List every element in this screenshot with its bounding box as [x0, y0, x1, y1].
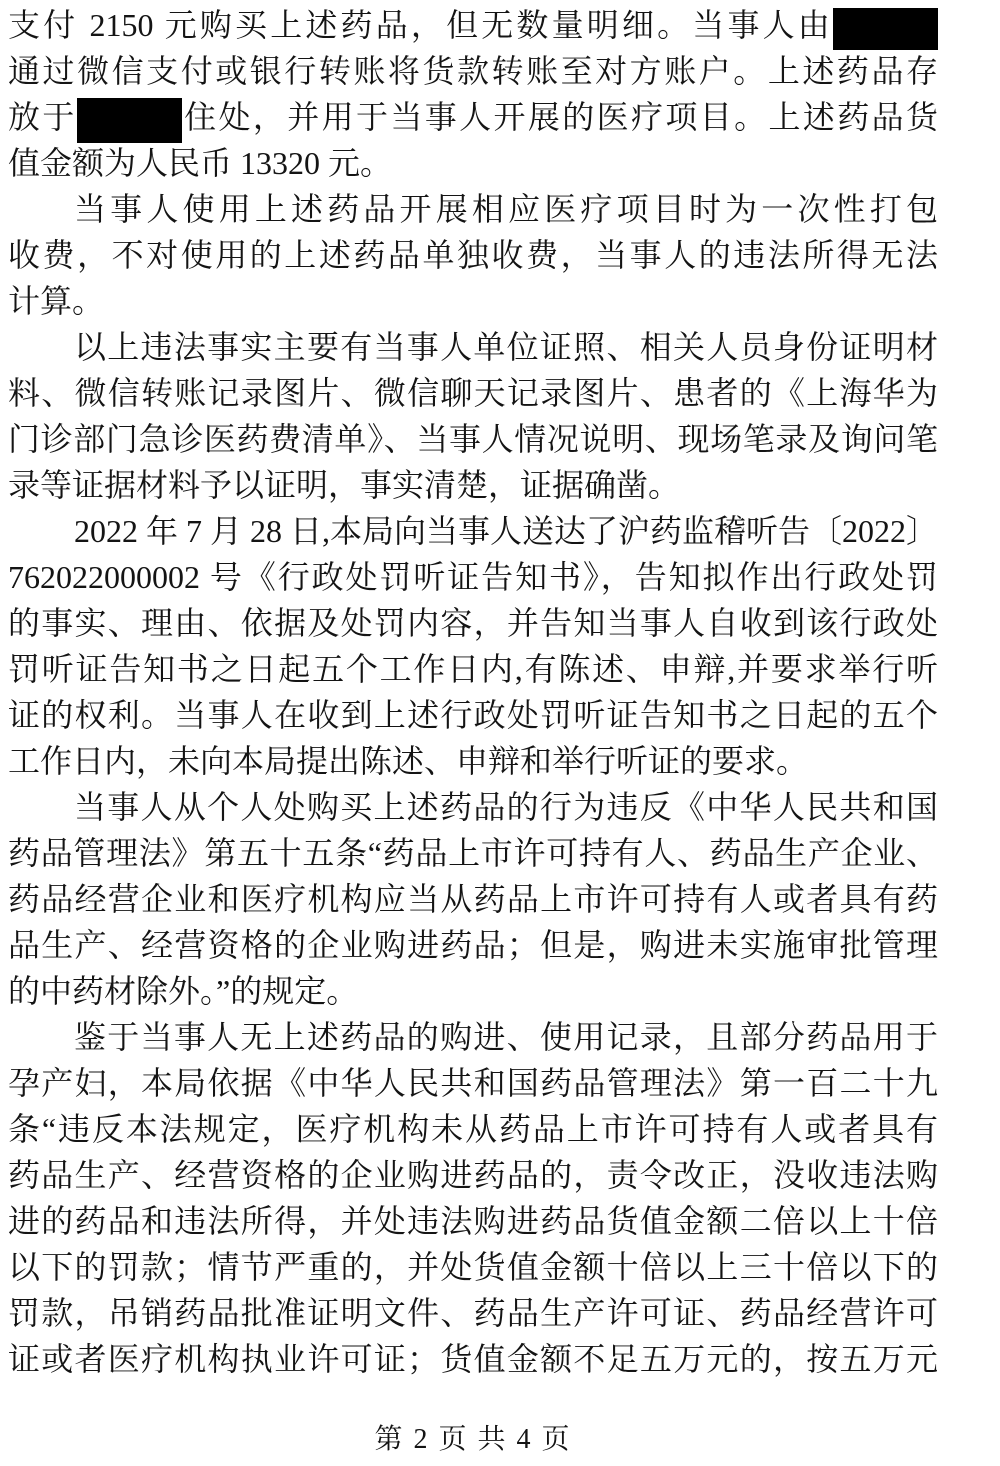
- text-line: [8, 462, 938, 508]
- text-segment: 条“违反本法规定，医疗机构未从药品上市许可持有人或者具有: [8, 1111, 938, 1147]
- text-segment: 鉴于当事人无上述药品的购进、使用记录，且部分药品用于: [74, 1019, 938, 1055]
- text-segment: 值金额为人民币 13320 元。: [8, 145, 393, 181]
- text-segment: 收费，不对使用的上述药品单独收费，当事人的违法所得无法: [8, 237, 938, 273]
- text-segment: 证的权利。当事人在收到上述行政处罚听证告知书之日起的五个: [8, 697, 938, 733]
- text-line: [8, 1106, 938, 1152]
- text-line: [8, 140, 938, 186]
- text-line: [8, 232, 938, 278]
- text-segment: 计算。: [8, 283, 105, 319]
- text-line: [8, 1198, 938, 1244]
- text-line: [8, 646, 938, 692]
- text-segment: 录等证据材料予以证明，事实清楚，证据确凿。: [8, 467, 681, 503]
- text-segment: 品生产、经营资格的企业购进药品；但是，购进未实施审批管理: [8, 927, 938, 963]
- text-segment: 通过微信支付或银行转账将货款转账至对方账户。上述药品存: [8, 53, 938, 89]
- text-segment: 住处，并用于当事人开展的医疗项目。上述药品货: [181, 99, 938, 135]
- text-segment: 2022 年 7 月 28 日,本局向当事人送达了沪药监稽听告〔2022〕: [74, 513, 939, 549]
- text-line: [8, 1060, 938, 1106]
- text-line: [8, 48, 938, 94]
- text-segment: 的中药材除外。”的规定。: [8, 973, 359, 1009]
- text-segment: 罚款，吊销药品批准证明文件、药品生产许可证、药品经营许可: [8, 1295, 938, 1331]
- text-segment: 证或者医疗机构执业许可证；货值金额不足五万元的，按五万元: [8, 1341, 938, 1377]
- text-line: [8, 1244, 938, 1290]
- text-line: [8, 2, 938, 48]
- text-segment: 孕产妇，本局依据《中华人民共和国药品管理法》第一百二十九: [8, 1065, 938, 1101]
- text-line: [8, 186, 938, 232]
- redaction-box: [77, 98, 182, 143]
- text-line: [8, 692, 938, 738]
- text-segment: 料、微信转账记录图片、微信聊天记录图片、患者的《上海华为: [8, 375, 938, 411]
- text-segment: 支付 2150 元购买上述药品，但无数量明细。当事人由: [8, 7, 833, 43]
- page-footer: 第 2 页 共 4 页: [374, 1424, 572, 1455]
- text-segment: 当事人从个人处购买上述药品的行为违反《中华人民共和国: [74, 789, 938, 825]
- text-segment: 762022000002 号《行政处罚听证告知书》，告知拟作出行政处罚: [8, 559, 938, 595]
- text-line: [8, 278, 938, 324]
- text-segment: 药品生产、经营资格的企业购进药品的，责令改正，没收违法购: [8, 1157, 938, 1193]
- text-line: [8, 1152, 938, 1198]
- text-line: [8, 1336, 938, 1382]
- text-line: [8, 508, 938, 554]
- text-line: [8, 94, 938, 140]
- text-segment: 的事实、理由、依据及处罚内容，并告知当事人自收到该行政处: [8, 605, 938, 641]
- text-segment: 工作日内，未向本局提出陈述、申辩和举行听证的要求。: [8, 743, 809, 779]
- text-line: [8, 416, 938, 462]
- text-segment: 罚听证告知书之日起五个工作日内,有陈述、申辩,并要求举行听: [8, 651, 938, 687]
- text-line: [8, 324, 938, 370]
- text-line: [8, 1290, 938, 1336]
- text-segment: 以上违法事实主要有当事人单位证照、相关人员身份证明材: [74, 329, 938, 365]
- text-line: [8, 370, 938, 416]
- text-line: [8, 968, 938, 1014]
- text-line: [8, 784, 938, 830]
- text-line: [8, 600, 938, 646]
- text-segment: 当事人使用上述药品开展相应医疗项目时为一次性打包: [74, 191, 938, 227]
- text-line: [8, 1014, 938, 1060]
- text-segment: 以下的罚款；情节严重的，并处货值金额十倍以上三十倍以下的: [8, 1249, 938, 1285]
- text-segment: 药品经营企业和医疗机构应当从药品上市许可持有人或者具有药: [8, 881, 938, 917]
- document-body: [8, 2, 938, 1382]
- text-line: [8, 738, 938, 784]
- text-line: [8, 554, 938, 600]
- text-segment: 门诊部门急诊医药费清单》、当事人情况说明、现场笔录及询问笔: [8, 421, 938, 457]
- redaction-box: [833, 8, 938, 50]
- text-line: [8, 922, 938, 968]
- text-segment: 药品管理法》第五十五条“药品上市许可持有人、药品生产企业、: [8, 835, 938, 871]
- text-segment: 放于: [8, 99, 77, 135]
- text-segment: 进的药品和违法所得，并处违法购进药品货值金额二倍以上十倍: [8, 1203, 938, 1239]
- text-line: [8, 876, 938, 922]
- text-line: [8, 830, 938, 876]
